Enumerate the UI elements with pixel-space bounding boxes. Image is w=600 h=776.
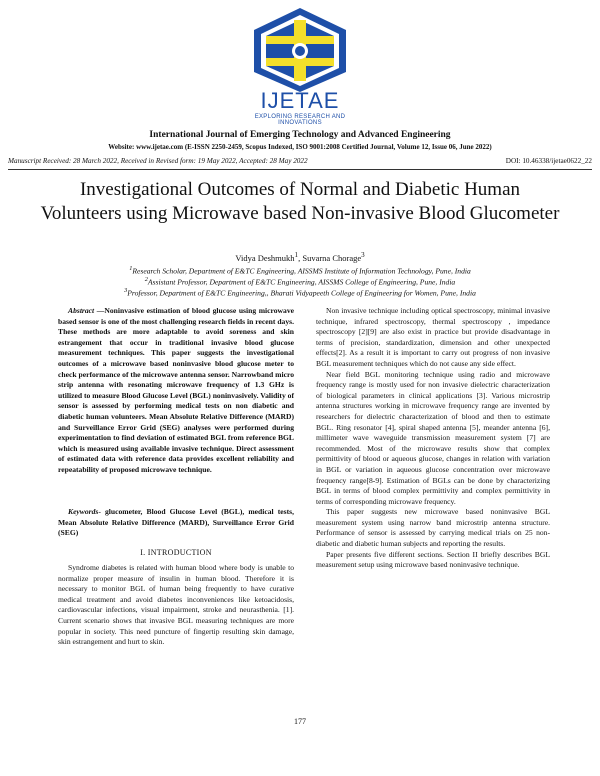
logo-tagline: EXPLORING RESEARCH AND INNOVATIONS: [254, 114, 346, 126]
paragraph: Non invasive technique including optical spectroscopy, minimal invasive technique, infrared spectroscopy, thermal spectroscopy , impedance spectroscopy [2][9] are also exist in practice but provide disadvantage in terms of precision, standardization, dimension and other unexpected effects[2]. As a result it is important to carry out progress of non invasive BGL measurement techniques which do not cause any side effect.: [316, 306, 550, 368]
affiliation-1: [0, 265, 600, 276]
header-divider: [8, 169, 592, 170]
paragraph: Syndrome diabetes is related with human blood where body is unable to normalize proper measure of insulin in human blood. Therefore it is necessary to monitor BGL of human being frequently to have curative medical treatment and avoid diabetes inconveniences like ketoacidosis, cardiovascular infections, visual impairment, stroke and neurasthenia. [1]. Current scenario shows that invasive BGL measuring techniques are more popular in society. This need puncture of fingertip resulting skin damage, skin estrangement and hurt to skin.: [58, 563, 294, 647]
affiliation-mark: 3: [124, 287, 128, 294]
affiliation-text: Assistant Professor, Department of E&TC Engineering, AISSMS College of Engineering, Pune, India: [147, 277, 456, 287]
abstract-label: Abstract: [68, 306, 95, 315]
author-2-affiliation-mark: 3: [361, 251, 365, 259]
author-1-affiliation-mark: 1: [294, 251, 299, 259]
logo-wordmark: IJETAE: [260, 88, 340, 113]
affiliation-mark: 1: [129, 265, 133, 272]
manuscript-dates: Manuscript Received: 28 March 2022, Received in Revised form: 19 May 2022, Accepted: 28 May 2022: [8, 157, 308, 165]
affiliation-text: Professor, Department of E&TC Engineering,, Bharati Vidyapeeth College of Engineering for Women, Pune, India: [127, 288, 476, 298]
affiliation-2: [0, 276, 600, 287]
keywords-text: - glucometer, Blood Glucose Level (BGL), medical tests, Mean Absolute Relative Difference (MARD), Surveillance Error Grid (SEG): [58, 507, 294, 538]
journal-name: International Journal of Emerging Technology and Advanced Engineering: [149, 130, 451, 140]
author-1: Vidya Deshmukh: [235, 252, 295, 263]
paper-title: Investigational Outcomes of Normal and Diabetic Human Volunteers using Microwave based Non-invasive Blood Glucometer: [40, 179, 560, 224]
paragraph: This paper suggests new microwave based noninvasive BGL measurement system using narrow band microstrip antenna structure. Performance of sensor is assessed by carrying medical trials on 25 non-diabetic and diabetic human subjects and reporting the results.: [316, 507, 550, 549]
keywords: [58, 507, 294, 539]
keywords-label: Keywords: [68, 507, 99, 516]
doi[interactable]: DOI: 10.46338/ijetae0622_22: [505, 157, 592, 165]
abstract-text: —Noninvasive estimation of blood glucose using microwave based sensor is one of the most challenging research fields in recent days. These methods are more adaptable to avoid soreness and skin estrangement that occur in traditional invasive blood glucose measurement techniques. This paper suggests the investigational outcomes of a microwave based noninvasive blood glucose meter to check performance of the microwave antenna sensor. Narrowband micro strip antenna with resonating microwave frequency of 1.3 GHz is utilized to measure Blood Glucose Level (BGL) noninvasively. Validity of sensor is assessed by performing medical tests on non diabetic and diabetic human volunteers. Mean Absolute Relative Difference (MARD) and Surveillance Error Grid (SEG) analyses were performed during experimentation to find deviation of estimated BGL from reference BGL which is measured using available invasive technique. Direct assessment of estimated data with reference data provides excellent reliability and repeatability of proposed microwave technique.: [58, 306, 294, 474]
section-heading-introduction: I. INTRODUCTION: [140, 548, 212, 557]
abstract: [58, 306, 294, 476]
paragraph: Paper presents five different sections. Section II briefly describes BGL measurement setup using microwave based noninvasive technique.: [316, 549, 550, 570]
affiliation-text: Research Scholar, Department of E&TC Engineering, AISSMS Institute of Information Technology, Pune, India: [132, 266, 471, 276]
author-separator: ,: [298, 252, 303, 263]
author-line: [0, 251, 600, 263]
affiliation-3: [0, 287, 600, 298]
page-number: 177: [294, 717, 306, 726]
journal-website-line: Website: www.ijetae.com (E-ISSN 2250-2459, Scopus Indexed, ISO 9001:2008 Certified Journal, Volume 12, Issue 06, June 2022): [108, 143, 492, 151]
affiliation-mark: 2: [144, 276, 148, 283]
paragraph: Near field BGL monitoring technique using radio and microwave frequency range is mostly used for non invasive dielectric characterization of biological parameters in clinical applications [3]. Various microstrip antenna structures working in microwave frequency range are invented by researchers for dielectric characterization of blood and then to estimate BGL. Ring resonator [4], spiral shaped antenna [5], meander antenna [6], millimeter wave waveguide transmission measurement system [7] are recommended. Most of the microwave results show that complex permittivity of blood or aqueous glucose, changes in relation with variation in BGL or variation in aqueous glucose concentration over microwave frequency range[8-9]. Estimation of BGLs can be done by characterizing BGL in terms of blood complex permittivity and complex permittivity in terms of corresponding microwave frequency.: [316, 369, 550, 506]
right-column-body: [316, 306, 550, 571]
logo-emblem-icon: [248, 6, 352, 92]
author-2: Suvarna Chorage: [302, 252, 362, 263]
introduction-body: [58, 563, 294, 648]
